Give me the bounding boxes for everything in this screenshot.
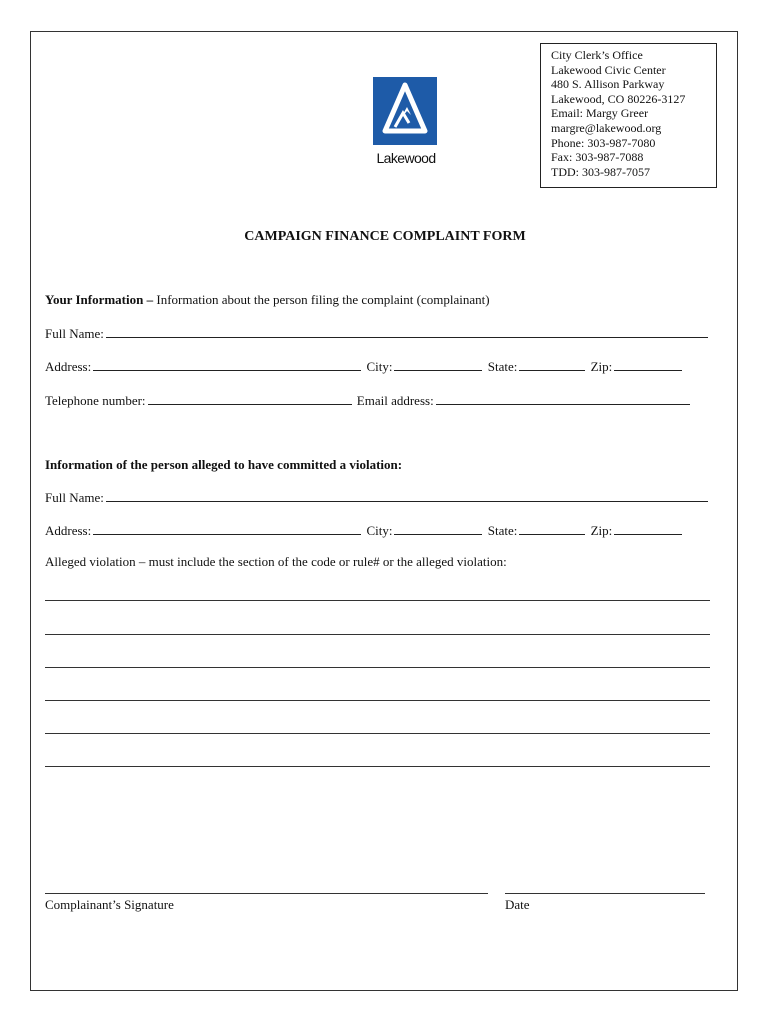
email-label: Email address: [356,393,434,408]
logo-wordmark: Lakewood [376,150,436,166]
respondent-heading: Information of the person alleged to have committed a violation: [45,457,403,472]
violation-line[interactable] [45,600,710,601]
complainant-full-name-field[interactable] [106,325,708,338]
violation-prompt: Alleged violation – must include the section of the code or rule# or the alleged violation: [45,554,507,569]
contact-line: Email: Margy Greer [551,106,649,121]
respondent-full-name-field[interactable] [106,489,708,502]
state-label: State: [487,523,518,538]
complainant-heading-line [45,292,490,308]
date-label: Date [505,897,530,912]
zip-label: Zip: [590,359,613,374]
violation-line[interactable] [45,766,710,767]
full-name-label: Full Name: [45,490,104,505]
telephone-label: Telephone number: [45,393,146,408]
contact-line: 480 S. Allison Parkway [551,77,665,92]
respondent-city-field[interactable] [394,522,482,535]
respondent-address-row [45,522,684,539]
violation-line[interactable] [45,667,710,668]
contact-line: City Clerk’s Office [551,48,643,62]
signature-label: Complainant’s Signature [45,897,174,912]
respondent-address-field[interactable] [93,522,361,535]
address-label: Address: [45,359,92,374]
address-label: Address: [45,523,92,538]
complainant-telephone-field[interactable] [148,392,352,405]
form-title: CAMPAIGN FINANCE COMPLAINT FORM [244,229,526,244]
contact-info-box [540,43,717,188]
state-label: State: [487,359,518,374]
complainant-state-field[interactable] [519,358,585,371]
violation-line[interactable] [45,634,710,635]
contact-line: Lakewood Civic Center [551,62,666,77]
contact-line: TDD: 303-987-7057 [551,164,650,179]
date-field[interactable] [505,893,705,894]
respondent-name-row [45,489,710,506]
contact-line: Fax: 303-987-7088 [551,150,644,165]
violation-line[interactable] [45,700,710,701]
complainant-city-field[interactable] [394,358,482,371]
complainant-heading: Your Information – [45,292,154,307]
respondent-state-field[interactable] [519,522,585,535]
city-label: City: [366,523,393,538]
complainant-contact-row [45,392,692,409]
signature-field[interactable] [45,893,488,894]
contact-line: Lakewood, CO 80226-3127 [551,91,686,106]
city-label: City: [366,359,393,374]
zip-label: Zip: [590,523,613,538]
complainant-email-field[interactable] [436,392,690,405]
lakewood-mountain-logo-icon [373,77,437,145]
violation-line[interactable] [45,733,710,734]
contact-line: margre@lakewood.org [551,120,662,135]
respondent-zip-field[interactable] [614,522,682,535]
lakewood-logo [370,77,442,169]
complainant-zip-field[interactable] [614,358,682,371]
complainant-address-field[interactable] [93,358,361,371]
contact-line: Phone: 303-987-7080 [551,135,656,150]
complainant-address-row [45,358,684,375]
complainant-name-row [45,325,710,342]
complainant-subheading: Information about the person filing the complaint (complainant) [153,292,490,307]
full-name-label: Full Name: [45,326,104,341]
